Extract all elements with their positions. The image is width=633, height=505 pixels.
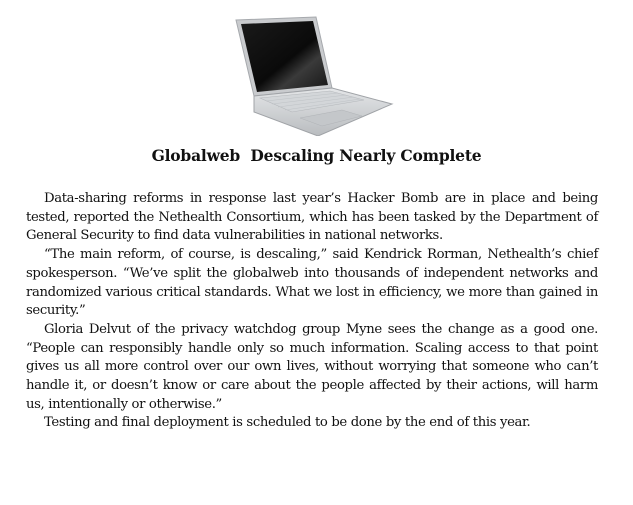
article-paragraph: “The main reform, of course, is descaling,” said Kendrick Rorman, Nethealth’s chief spokesperson. “We’ve split the globalweb into thousands of independent networks and randomized various critical standards. What we lost in efficiency, we more than gained in security.” — [26, 247, 598, 319]
article-headline: Globalweb Descaling Nearly Complete — [151, 146, 482, 165]
laptop-icon — [230, 8, 410, 136]
article-body — [26, 190, 598, 433]
laptop-image — [230, 8, 410, 136]
article-paragraph: Data-sharing reforms in response last year’s Hacker Bomb are in place and being tested, reported the Nethealth Consortium, which has been tasked by the Department of General Security to find data vulnerabilities in national networks. — [26, 191, 598, 244]
article-paragraph: Gloria Delvut of the privacy watchdog group Myne sees the change as a good one. “People can responsibly handle only so much information. Scaling access to that point gives us all more control over our own lives, without worrying that someone who can’t handle it, or doesn’t know or care about the people affected by their actions, will harm us, intentionally or otherwise.” — [26, 321, 598, 412]
article-paragraph: Testing and final deployment is scheduled to be done by the end of this year. — [44, 415, 531, 431]
